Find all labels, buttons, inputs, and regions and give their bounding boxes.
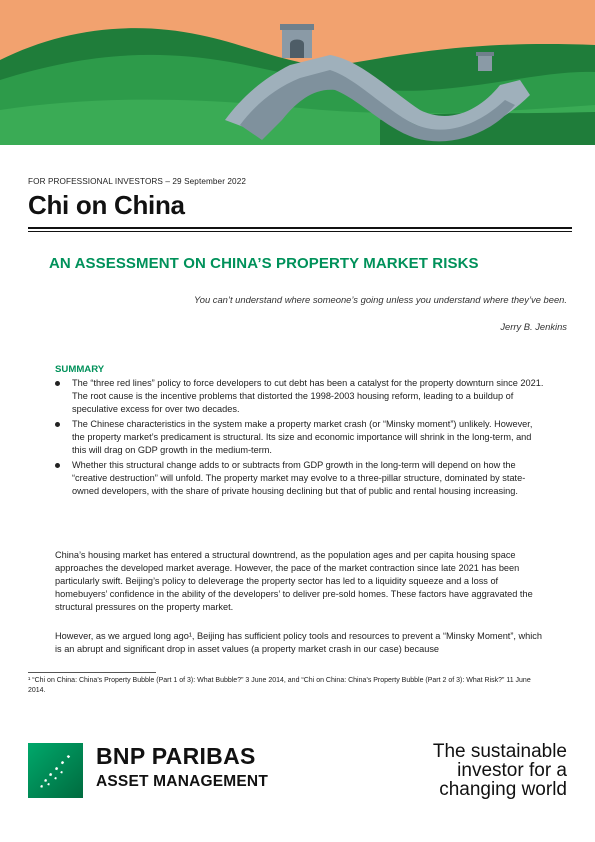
epigraph-author: Jerry B. Jenkins xyxy=(500,321,567,332)
publication-title: Chi on China xyxy=(28,190,185,220)
title-rule xyxy=(28,227,572,229)
summary-bullet xyxy=(55,418,547,457)
bullet-dot-icon xyxy=(55,463,60,468)
audience-date-line: FOR PROFESSIONAL INVESTORS – 29 September 2022 xyxy=(28,177,247,186)
tagline-line: investor for a xyxy=(457,760,567,781)
brand-name: BNP PARIBAS xyxy=(96,743,256,769)
bullet-dot-icon xyxy=(55,422,60,427)
body-paragraph-2: However, as we argued long ago¹, Beijing has sufficient policy tools and resources to prevent a “Minsky Moment”, which is an abrupt and significant drop in asset values (a property market crash in our case) because xyxy=(55,631,543,654)
title-rule-thin xyxy=(28,231,572,232)
summary-heading: SUMMARY xyxy=(55,364,105,375)
bullet-dot-icon xyxy=(55,381,60,386)
summary-bullet xyxy=(55,459,547,498)
tagline-line: The sustainable xyxy=(432,741,567,762)
footnote: ¹ “Chi on China: China’s Property Bubble (Part 1 of 3): What Bubble?” 3 June 2014, and “Chi on China: China’s Property Bubble (Part 2 of 3): What Risk?” 11 June 2014. xyxy=(28,677,531,694)
summary-bullet xyxy=(55,377,547,416)
summary-bullet-text: The Chinese characteristics in the system make a property market crash (or “Minsky moment”) unlikely. However, the property market’s predicament is structural. Its size and economic importance will shrink in the long-term, and this will drag on GDP growth in the medium-term. xyxy=(72,419,533,455)
bnp-paribas-logo-icon xyxy=(28,743,83,798)
summary-bullet-text: Whether this structural change adds to or subtracts from GDP growth in the long-term will depend on how the “creative destruction” will unfold. The property market may evolve to a three-pillar structure, dominated by state-owned developers, with the share of private housing declining but that of public and rental housing increasing. xyxy=(72,460,526,496)
summary-bullet-list xyxy=(55,377,547,500)
brand-subtitle: ASSET MANAGEMENT xyxy=(96,773,268,790)
footnote-rule xyxy=(28,672,156,673)
summary-bullet-text: The “three red lines” policy to force developers to cut debt has been a catalyst for the property downturn since 2021. The root cause is the incentive problems that distorted the 1998-2003 housing reform, leading to a buildup of speculative excess for over two decades. xyxy=(72,378,544,414)
tagline-line: changing world xyxy=(439,779,567,800)
great-wall-banner-illustration xyxy=(0,0,595,145)
epigraph-quote: You can’t understand where someone’s going unless you understand where they’ve been. xyxy=(194,294,567,305)
brand-tagline xyxy=(367,742,567,799)
body-paragraph-1: China’s housing market has entered a structural downtrend, as the population ages and per capita housing space approaches the developed market average. However, the pace of the market contraction since late 2021 has been particularly swift. Beijing’s policy to deleverage the property sector has led to a liquidity squeeze and a loss of homebuyers’ confidence in the ability of the developers’ to deliver pre-sold homes. These factors have aggravated the structural pressures on the property market. xyxy=(55,550,533,612)
article-headline: AN ASSESSMENT ON CHINA’S PROPERTY MARKET RISKS xyxy=(49,255,479,272)
